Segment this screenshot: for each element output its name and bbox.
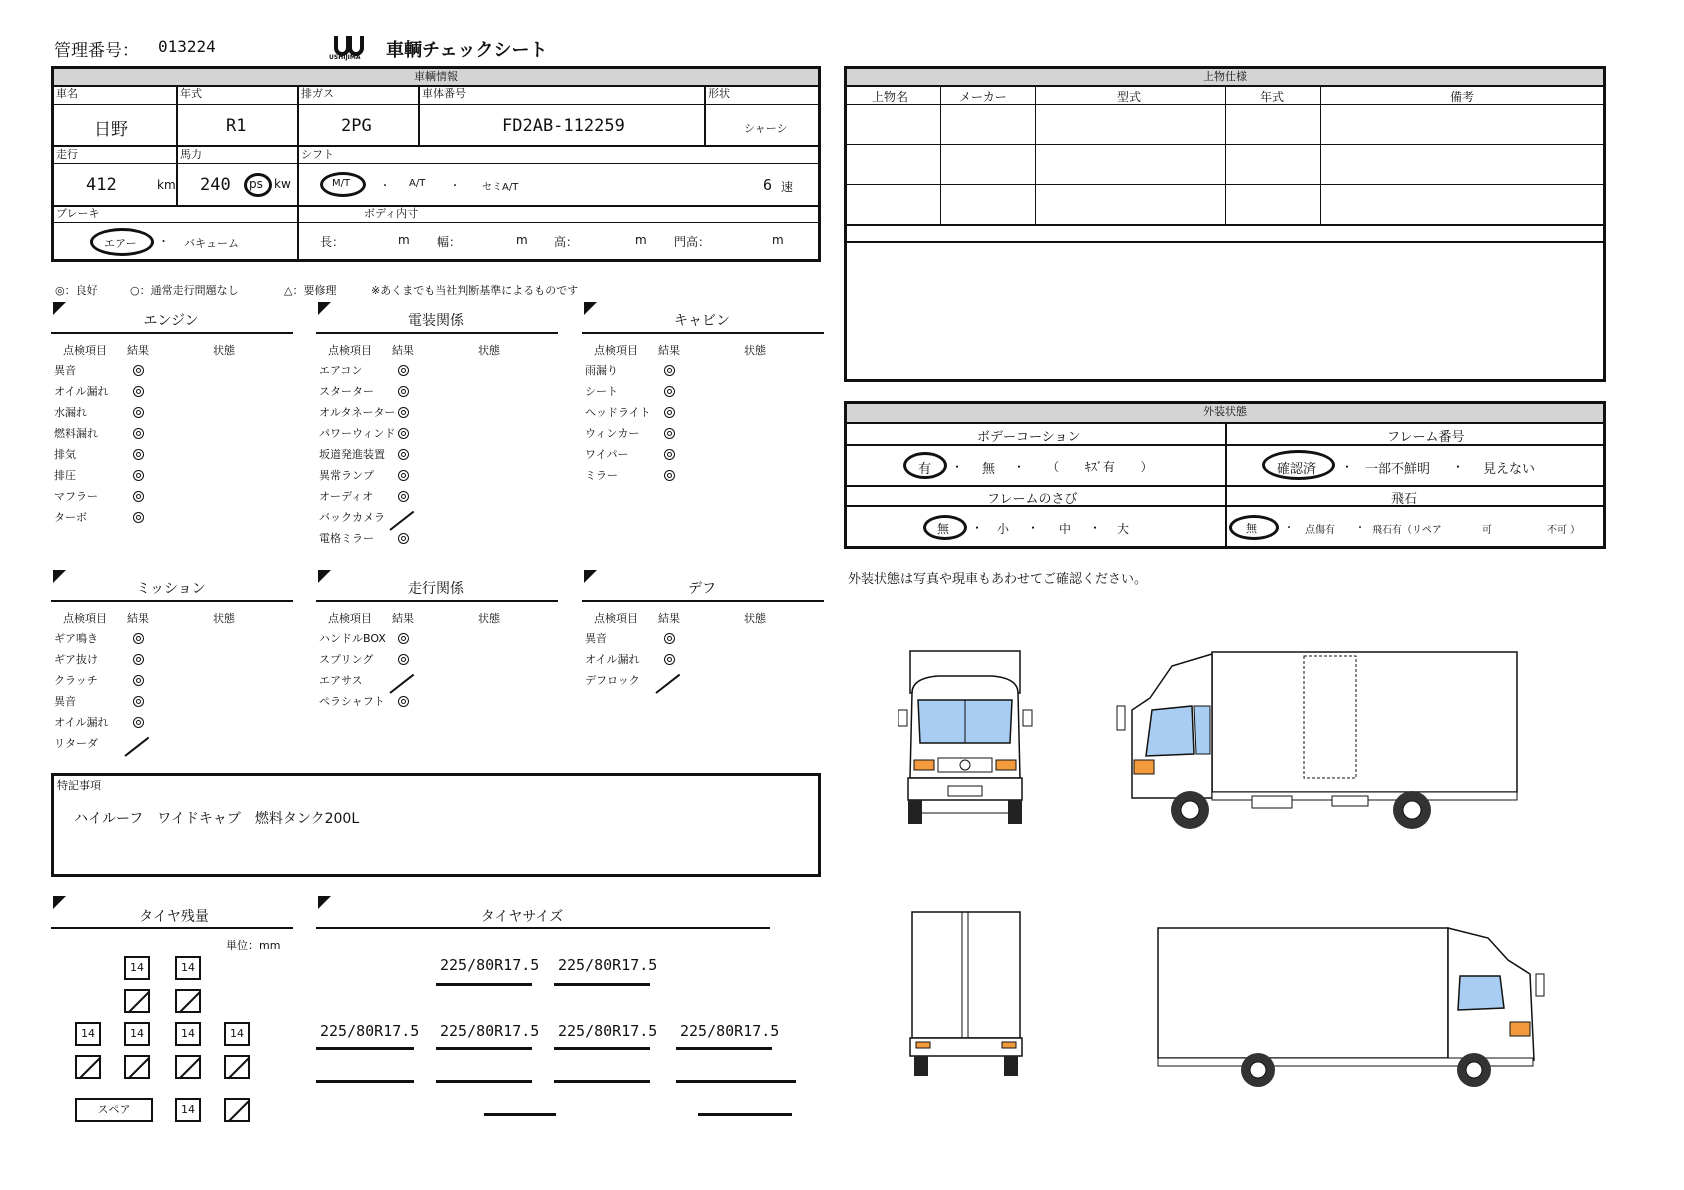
truck-front-view xyxy=(898,648,1053,828)
legend-note: ※あくまでも当社判断基準によるものです xyxy=(371,284,579,297)
frame-no-sep-1: ・ xyxy=(1341,460,1354,474)
electric-result-mark xyxy=(398,428,409,439)
gears-unit: 速 xyxy=(781,180,794,194)
tire-size-value: 225/80R17.5 xyxy=(558,1022,658,1040)
tire-remain-empty xyxy=(175,989,201,1013)
engine-item: 排気 xyxy=(54,448,76,461)
running-result-mark xyxy=(398,696,409,707)
mileage-unit: km xyxy=(157,178,176,192)
diff-item: デフロック xyxy=(585,674,640,687)
tire-remain-empty xyxy=(124,989,150,1013)
door-height-label: 門高： xyxy=(674,235,711,249)
chassis-label: 車体番号 xyxy=(422,87,466,100)
shift-label: シフト xyxy=(301,148,334,161)
mission-title: ミッション xyxy=(136,581,206,597)
brake-sep: ・ xyxy=(158,235,169,248)
rust-mid: 中 xyxy=(1059,522,1072,536)
electric-col-state: 状態 xyxy=(478,344,500,357)
vehicle-info-header: 車輌情報 xyxy=(54,69,818,87)
diff-underline xyxy=(582,600,824,602)
mission-item: クラッチ xyxy=(54,674,98,687)
chassis-value: FD2AB-112259 xyxy=(502,116,625,136)
width-unit: m xyxy=(516,233,528,247)
cabin-result-mark xyxy=(664,386,675,397)
rust-small: 小 xyxy=(997,522,1010,536)
mission-item: 異音 xyxy=(54,695,76,708)
upper-col-notes: 備考 xyxy=(1450,90,1475,104)
diff-result-slash xyxy=(655,674,680,694)
rust-large: 大 xyxy=(1117,522,1130,536)
mgmt-number: 013224 xyxy=(158,37,216,56)
tire-remain-empty xyxy=(224,1098,250,1122)
page-title: 車輌チェックシート xyxy=(386,40,548,61)
tire-remain-value: 14 xyxy=(175,956,201,980)
exterior-note: 外装状態は写真や現車もあわせてご確認ください。 xyxy=(848,572,1148,587)
diff-marker xyxy=(584,570,597,583)
body-coat-paren: （ ｷｽﾞ有 ） xyxy=(1047,460,1153,474)
spare-label: スペア xyxy=(97,1103,131,1116)
mission-result-mark xyxy=(133,675,144,686)
diff-col-result: 結果 xyxy=(658,612,680,625)
tire-size-marker xyxy=(318,896,331,909)
remarks-text: ハイルーフ ワイドキャブ 燃料タンク200L xyxy=(74,811,360,827)
chip-sep-1: ・ xyxy=(1284,523,1294,534)
electric-result-mark xyxy=(398,491,409,502)
electric-result-mark xyxy=(398,365,409,376)
mission-col-item: 点検項目 xyxy=(63,612,107,625)
tire-size-line xyxy=(436,983,532,986)
engine-col-result: 結果 xyxy=(127,344,149,357)
gears-value: 6 xyxy=(763,176,773,194)
brake-vac: バキューム xyxy=(184,237,239,250)
tire-remain-empty xyxy=(224,1055,250,1079)
door-height-unit: m xyxy=(772,233,784,247)
engine-item: 排圧 xyxy=(54,469,76,482)
cabin-item: シート xyxy=(585,385,618,398)
hp-unit-ps: ps xyxy=(249,177,263,191)
shift-at: A/T xyxy=(409,178,426,189)
exterior-header: 外装状態 xyxy=(847,404,1603,424)
electric-item: オーディオ xyxy=(319,490,374,503)
cabin-item: ヘッドライト xyxy=(585,406,651,419)
frame-no-sep-2: ・ xyxy=(1452,460,1465,474)
gas-label: 排ガス xyxy=(301,87,334,100)
upper-col-name: 上物名 xyxy=(872,90,909,104)
running-marker xyxy=(318,570,331,583)
exterior-box xyxy=(844,401,1606,549)
engine-result-mark xyxy=(133,365,144,376)
engine-result-mark xyxy=(133,386,144,397)
cabin-col-state: 状態 xyxy=(744,344,766,357)
running-item: エアサス xyxy=(319,674,363,687)
tire-remain-value: 14 xyxy=(124,1022,150,1046)
tire-size-value: 225/80R17.5 xyxy=(558,956,658,974)
chip-spot: 点傷有 xyxy=(1305,525,1335,536)
running-underline xyxy=(316,600,558,602)
running-col-item: 点検項目 xyxy=(328,612,372,625)
tire-remain-empty xyxy=(124,1055,150,1079)
chip-has: 飛石有（リペア xyxy=(1372,525,1442,536)
tire-size-line xyxy=(698,1113,792,1116)
engine-item: マフラー xyxy=(54,490,98,503)
cabin-result-mark xyxy=(664,365,675,376)
electric-result-mark xyxy=(398,470,409,481)
chip-ng: 不可 ） xyxy=(1547,525,1581,536)
mission-col-state: 状態 xyxy=(213,612,235,625)
tire-size-line xyxy=(676,1047,772,1050)
diff-item: 異音 xyxy=(585,632,607,645)
engine-item: オイル漏れ xyxy=(54,385,109,398)
body-coat-sep-1: ・ xyxy=(951,460,964,474)
legend-ok: ○：通常走行問題なし xyxy=(130,284,239,297)
engine-result-mark xyxy=(133,491,144,502)
cabin-item: ウィンカー xyxy=(585,427,640,440)
electric-item: 坂道発進装置 xyxy=(319,448,385,461)
running-col-result: 結果 xyxy=(392,612,414,625)
upper-col-model: 型式 xyxy=(1117,90,1142,104)
engine-item: 燃料漏れ xyxy=(54,427,98,440)
tire-remain-empty xyxy=(75,1055,101,1079)
cabin-item: ミラー xyxy=(585,469,618,482)
rust-sep-2: ・ xyxy=(1027,521,1040,535)
diff-result-mark xyxy=(664,654,675,665)
tire-remain-title: タイヤ残量 xyxy=(139,909,209,925)
cabin-item: ワイパー xyxy=(585,448,629,461)
remarks-label: 特記事項 xyxy=(57,779,101,792)
cabin-result-mark xyxy=(664,470,675,481)
rust-sep-3: ・ xyxy=(1089,521,1102,535)
tire-remain-value: 14 xyxy=(175,1098,201,1122)
tire-size-line xyxy=(436,1080,532,1083)
logo-text: USHIJIMA xyxy=(329,54,361,61)
shift-mt: M/T xyxy=(332,178,351,189)
tire-size-line xyxy=(554,1047,650,1050)
cabin-item: 雨漏り xyxy=(585,364,618,377)
frame-no-none: 見えない xyxy=(1483,462,1536,477)
diff-title: デフ xyxy=(688,581,716,597)
electric-item: エアコン xyxy=(319,364,363,377)
rust-sep-1: ・ xyxy=(971,521,984,535)
engine-col-state: 状態 xyxy=(213,344,235,357)
shift-sep-1: ・ xyxy=(380,181,390,192)
tire-size-line xyxy=(316,1080,414,1083)
truck-side-view xyxy=(1112,648,1522,838)
maker-label: 車名 xyxy=(56,87,78,100)
engine-marker xyxy=(53,302,66,315)
height-label: 高： xyxy=(554,235,579,249)
width-label: 幅： xyxy=(437,235,462,249)
tire-size-line xyxy=(436,1047,532,1050)
rust-label: フレームのさび xyxy=(987,492,1078,507)
running-result-mark xyxy=(398,654,409,665)
body-coat-yes: 有 xyxy=(918,462,932,477)
tire-size-line xyxy=(484,1113,556,1116)
engine-underline xyxy=(51,332,293,334)
tire-size-value: 225/80R17.5 xyxy=(440,1022,540,1040)
electric-result-mark xyxy=(398,533,409,544)
electric-result-mark xyxy=(398,449,409,460)
cabin-col-result: 結果 xyxy=(658,344,680,357)
frame-no-label: フレーム番号 xyxy=(1387,430,1465,445)
diff-item: オイル漏れ xyxy=(585,653,640,666)
mission-result-mark xyxy=(133,717,144,728)
engine-result-mark xyxy=(133,512,144,523)
tire-remain-empty xyxy=(175,1055,201,1079)
chip-ok: 可 xyxy=(1482,525,1492,536)
engine-result-mark xyxy=(133,407,144,418)
engine-item: ターボ xyxy=(54,511,87,524)
tire-size-line xyxy=(676,1080,796,1083)
engine-item: 異音 xyxy=(54,364,76,377)
diff-col-item: 点検項目 xyxy=(594,612,638,625)
truck-rear-view xyxy=(904,900,1029,1080)
electric-title: 電装関係 xyxy=(408,313,464,329)
electric-item: スターター xyxy=(319,385,374,398)
height-unit: m xyxy=(635,233,647,247)
mission-marker xyxy=(53,570,66,583)
upper-col-maker: メーカー xyxy=(959,90,1007,104)
brake-label: ブレーキ xyxy=(56,207,100,220)
cabin-marker xyxy=(584,302,597,315)
body-coat-no: 無 xyxy=(982,462,996,477)
cabin-col-item: 点検項目 xyxy=(594,344,638,357)
electric-item: オルタネーター xyxy=(319,406,396,419)
tire-size-line xyxy=(554,1080,650,1083)
running-col-state: 状態 xyxy=(478,612,500,625)
hp-unit-kw: kw xyxy=(274,177,291,191)
tire-remain-value: 14 xyxy=(75,1022,101,1046)
frame-no-partial: 一部不鮮明 xyxy=(1365,462,1431,477)
engine-result-mark xyxy=(133,470,144,481)
upper-spec-box xyxy=(844,66,1606,382)
body-coat-sep-2: ・ xyxy=(1013,460,1026,474)
logo xyxy=(330,34,376,62)
mission-item: リターダ xyxy=(54,737,98,750)
mission-result-mark xyxy=(133,696,144,707)
legend-good: ◎：良好 xyxy=(55,284,98,297)
legend-repair: △：要修理 xyxy=(284,284,337,297)
length-label: 長： xyxy=(320,235,345,249)
hp-value: 240 xyxy=(200,175,231,195)
year-label: 年式 xyxy=(180,87,202,100)
engine-result-mark xyxy=(133,449,144,460)
tire-remain-marker xyxy=(53,896,66,909)
mission-item: オイル漏れ xyxy=(54,716,109,729)
electric-marker xyxy=(318,302,331,315)
electric-col-item: 点検項目 xyxy=(328,344,372,357)
engine-col-item: 点検項目 xyxy=(63,344,107,357)
running-result-slash xyxy=(389,674,414,694)
spare-box xyxy=(75,1098,153,1122)
mission-underline xyxy=(51,600,293,602)
electric-item: 電格ミラー xyxy=(319,532,374,545)
tire-size-title: タイヤサイズ xyxy=(480,909,564,925)
mission-result-slash xyxy=(124,737,149,757)
frame-no-ok: 確認済 xyxy=(1277,462,1317,477)
truck-side-view-left xyxy=(1148,920,1548,1090)
mission-item: ギア抜け xyxy=(54,653,98,666)
electric-col-result: 結果 xyxy=(392,344,414,357)
running-title: 走行関係 xyxy=(408,581,464,597)
engine-title: エンジン xyxy=(143,313,199,329)
electric-item: バックカメラ xyxy=(319,511,385,524)
hp-label: 馬力 xyxy=(180,148,202,161)
electric-item: パワーウィンド xyxy=(319,427,396,440)
tire-remain-unit: 単位：mm xyxy=(226,939,281,952)
chip-sep-2: ・ xyxy=(1355,523,1365,534)
length-unit: m xyxy=(398,233,410,247)
mission-result-mark xyxy=(133,633,144,644)
brake-air: エアー xyxy=(104,237,137,250)
upper-col-year: 年式 xyxy=(1260,90,1285,104)
year-value: R1 xyxy=(226,116,247,136)
running-item: スプリング xyxy=(319,653,374,666)
tire-size-value: 225/80R17.5 xyxy=(440,956,540,974)
tire-size-value: 225/80R17.5 xyxy=(680,1022,780,1040)
mission-item: ギア鳴き xyxy=(54,632,98,645)
electric-underline xyxy=(316,332,558,334)
shape-label: 形状 xyxy=(708,87,730,100)
running-item: ペラシャフト xyxy=(319,695,385,708)
electric-result-mark xyxy=(398,407,409,418)
chip-label: 飛石 xyxy=(1391,492,1418,507)
electric-result-slash xyxy=(389,511,414,531)
mileage-label: 走行 xyxy=(56,148,78,161)
tire-remain-value: 14 xyxy=(175,1022,201,1046)
running-result-mark xyxy=(398,633,409,644)
cabin-title: キャビン xyxy=(674,313,730,329)
rust-none: 無 xyxy=(937,522,950,536)
cabin-result-mark xyxy=(664,449,675,460)
tire-size-line xyxy=(316,1047,414,1050)
cabin-underline xyxy=(582,332,824,334)
running-item: ハンドルBOX xyxy=(319,632,386,645)
maker-value: 日野 xyxy=(94,120,128,140)
mgmt-number-label: 管理番号： xyxy=(54,41,139,61)
shape-value: シャーシ xyxy=(744,122,788,135)
upper-spec-header: 上物仕様 xyxy=(847,69,1603,87)
body-dim-label: ボディ内寸 xyxy=(364,207,419,220)
diff-col-state: 状態 xyxy=(744,612,766,625)
shift-sep-2: ・ xyxy=(450,181,460,192)
mission-col-result: 結果 xyxy=(127,612,149,625)
remarks-box xyxy=(51,773,821,877)
engine-result-mark xyxy=(133,428,144,439)
cabin-result-mark xyxy=(664,428,675,439)
mileage-value: 412 xyxy=(86,175,117,195)
tire-remain-value: 14 xyxy=(224,1022,250,1046)
tire-remain-value: 14 xyxy=(124,956,150,980)
mission-result-mark xyxy=(133,654,144,665)
tire-size-line xyxy=(554,983,650,986)
vehicle-info-box xyxy=(51,66,821,262)
body-coat-label: ボデーコーション xyxy=(977,430,1081,445)
electric-result-mark xyxy=(398,386,409,397)
electric-item: 異常ランプ xyxy=(319,469,374,482)
engine-item: 水漏れ xyxy=(54,406,87,419)
gas-value: 2PG xyxy=(341,116,372,136)
cabin-result-mark xyxy=(664,407,675,418)
shift-semi: セミA/T xyxy=(482,182,519,193)
diff-result-mark xyxy=(664,633,675,644)
chip-none: 無 xyxy=(1246,522,1257,535)
tire-size-value: 225/80R17.5 xyxy=(320,1022,420,1040)
